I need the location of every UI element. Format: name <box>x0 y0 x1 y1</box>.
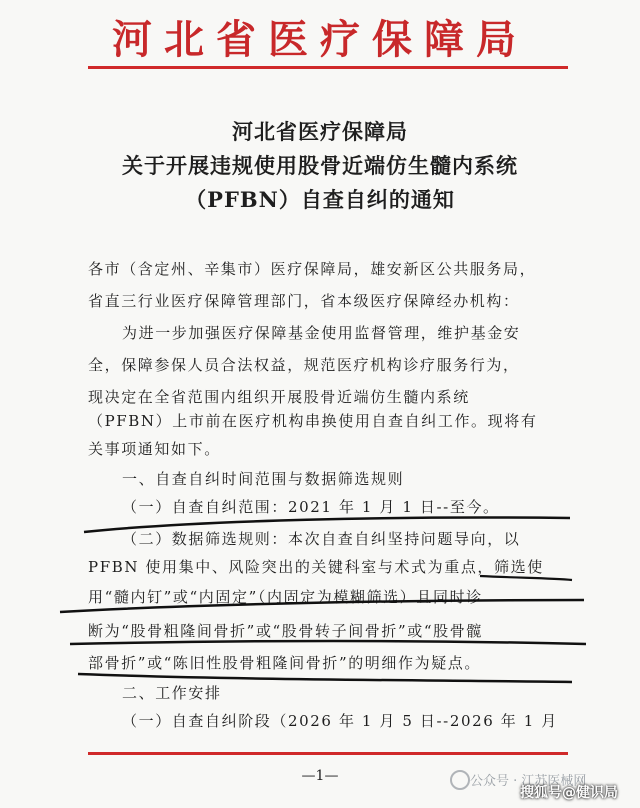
pen-stroke-3 <box>60 600 584 612</box>
item-2-line-1: （二）数据筛选规则：本次自查自纠坚持问题导向，以 <box>122 530 521 548</box>
item-2-line-3: 用“髓内钉”或“内固定”（内固定为模糊筛选）且同时诊 <box>88 588 483 606</box>
page-number: —1— <box>301 768 339 784</box>
masthead-org-name: 河北省医疗保障局 <box>112 16 528 63</box>
para1-line-5: 关事项通知如下。 <box>88 440 221 458</box>
section-2-heading: 二、工作安排 <box>122 684 222 702</box>
item-2-line-5: 部骨折”或“陈旧性股骨粗隆间骨折”的明细作为疑点。 <box>88 654 482 672</box>
para1-line-4: （PFBN）上市前在医疗机构串换使用自查自纠工作。现将有 <box>88 412 538 430</box>
item-3: （一）自查自纠阶段（2026 年 1 月 5 日--2026 年 1 月 <box>122 712 558 730</box>
para1-line-3: 现决定在全省范围内组织开展股骨近端仿生髓内系统 <box>88 388 470 406</box>
pen-stroke-5 <box>78 674 572 682</box>
item-2-line-4: 断为“股骨粗隆间骨折”或“股骨转子间骨折”或“股骨髋 <box>88 622 483 640</box>
pen-stroke-4 <box>70 641 586 644</box>
addressee-line-2: 省直三行业医疗保障管理部门，省本级医疗保障经办机构： <box>88 292 520 310</box>
wechat-icon <box>450 770 470 790</box>
title-line-1: 河北省医疗保障局 <box>232 119 408 144</box>
title-line-2: 关于开展违规使用股骨近端仿生髓内系统 <box>122 153 518 178</box>
para1-line-1: 为进一步加强医疗保障基金使用监督管理，维护基金安 <box>122 324 521 342</box>
item-2-line-2: PFBN 使用集中、风险突出的关键科室与术式为重点，筛选使 <box>88 558 544 576</box>
addressee-line-1: 各市（含定州、辛集市）医疗保障局，雄安新区公共服务局， <box>88 260 537 278</box>
item-1: （一）自查自纠范围：2021 年 1 月 1 日--至今。 <box>122 498 500 516</box>
watermark-source: 搜狐号@健识局 <box>520 785 618 801</box>
title-line-3: （PFBN）自查自纠的通知 <box>185 187 455 212</box>
footer-red-rule <box>88 752 568 755</box>
section-1-heading: 一、自查自纠时间范围与数据筛选规则 <box>122 470 405 488</box>
pen-stroke-1 <box>84 518 570 532</box>
pen-stroke-2 <box>480 576 572 580</box>
watermark-official-account: 公众号 · 江苏医械网 <box>470 774 587 789</box>
para1-line-2: 全，保障参保人员合法权益，规范医疗机构诊疗服务行为， <box>88 356 520 374</box>
